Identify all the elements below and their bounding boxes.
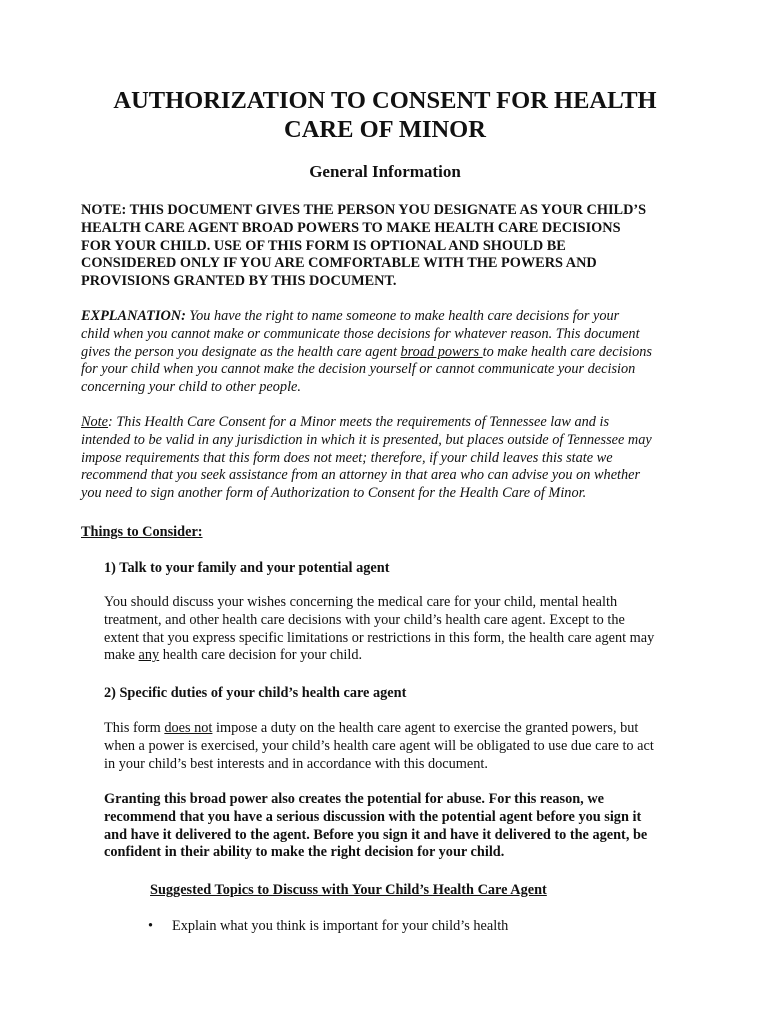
- things-to-consider-heading: Things to Consider:: [81, 524, 203, 540]
- section-1-line-4: make any health care decision for your child.: [104, 647, 363, 664]
- section-1-line-1: You should discuss your wishes concerning the medical care for your child, mental health: [104, 594, 618, 610]
- note-block: [81, 202, 696, 291]
- warning-line-4: confident in their ability to make the right decision for your child.: [104, 844, 505, 861]
- broad-powers-underlined: broad powers: [400, 343, 483, 360]
- explanation-paragraph: [81, 308, 696, 397]
- note-line-4: CONSIDERED ONLY IF YOU ARE COMFORTABLE WITH THE POWERS AND: [81, 255, 597, 272]
- bullet-text: Explain what you think is important for your child’s health: [172, 918, 509, 934]
- document-title: [60, 86, 710, 144]
- note-line-2: HEALTH CARE AGENT BROAD POWERS TO MAKE HEALTH CARE DECISIONS: [81, 219, 621, 236]
- any-underlined: any: [138, 647, 160, 664]
- bullet-icon: •: [148, 918, 154, 934]
- warning-line-1: Granting this broad power also creates the potential for abuse. For this reason, we: [104, 791, 604, 807]
- section-2-heading: 2) Specific duties of your child’s health care agent: [104, 685, 407, 701]
- explanation-line-2: child when you cannot make or communicate those decisions for whatever reason. This document: [81, 325, 640, 342]
- tn-note-line-2: intended to be valid in any jurisdiction in which it is presented, but places outside of Tennessee may: [81, 431, 652, 448]
- section-1-line-3: extent that you express specific limitations or restrictions in this form, the health care agent may: [104, 629, 655, 646]
- tennessee-note-paragraph: [81, 414, 696, 503]
- tn-note-line-4: recommend that you seek assistance from an attorney in that area who can advise you on whether: [81, 467, 641, 484]
- tn-note-line-3: impose requirements that this form does not meet; therefore, if your child leaves this state we: [81, 449, 613, 466]
- section-2-line-3: in your child’s best interests and in accordance with this document.: [104, 755, 488, 772]
- section-2-paragraph: [104, 720, 704, 773]
- warning-line-2: recommend that you have a serious discussion with the potential agent before you sign it: [104, 808, 642, 825]
- suggested-topics-heading: Suggested Topics to Discuss with Your Child’s Health Care Agent: [150, 882, 547, 898]
- note-line-5: PROVISIONS GRANTED BY THIS DOCUMENT.: [81, 273, 397, 290]
- explanation-line-3: gives the person you designate as the health care agent broad powers to make health care decisions: [81, 343, 652, 360]
- abuse-warning-paragraph: [104, 791, 704, 862]
- tn-note-line-5: you need to sign another form of Authorization to Consent for the Health Care of Minor.: [81, 485, 587, 502]
- explanation-line-1: EXPLANATION: You have the right to name someone to make health care decisions for your: [81, 308, 620, 324]
- warning-line-3: and have it delivered to the agent. Before you sign it and have it delivered to the agent, be: [104, 826, 648, 843]
- explanation-label: EXPLANATION:: [81, 308, 186, 324]
- section-2-line-2: when a power is exercised, your child’s health care agent will be obligated to use due care to act: [104, 737, 654, 754]
- explanation-line-5: concerning your child to other people.: [81, 379, 301, 396]
- title-line-2: CARE OF MINOR: [284, 116, 486, 143]
- general-information-heading: General Information: [309, 162, 461, 181]
- section-1-heading: 1) Talk to your family and your potential agent: [104, 560, 390, 576]
- section-2-line-1: This form does not impose a duty on the health care agent to exercise the granted powers, but: [104, 720, 639, 736]
- note-line-3: FOR YOUR CHILD. USE OF THIS FORM IS OPTIONAL AND SHOULD BE: [81, 237, 566, 254]
- does-not-underlined: does not: [164, 720, 213, 736]
- section-1-paragraph: [104, 594, 704, 665]
- title-line-1: AUTHORIZATION TO CONSENT FOR HEALTH: [113, 87, 657, 114]
- list-item: [148, 917, 508, 935]
- tn-note-label: Note: [81, 414, 109, 430]
- tn-note-line-1: Note: This Health Care Consent for a Minor meets the requirements of Tennessee law and is: [81, 414, 610, 430]
- note-line-1: NOTE: THIS DOCUMENT GIVES THE PERSON YOU DESIGNATE AS YOUR CHILD’S: [81, 202, 647, 218]
- section-1-line-2: treatment, and other health care decisions with your child’s health care agent. Except to the: [104, 611, 625, 628]
- explanation-line-4: for your child when you cannot make the decision yourself or cannot communicate your decision: [81, 361, 636, 378]
